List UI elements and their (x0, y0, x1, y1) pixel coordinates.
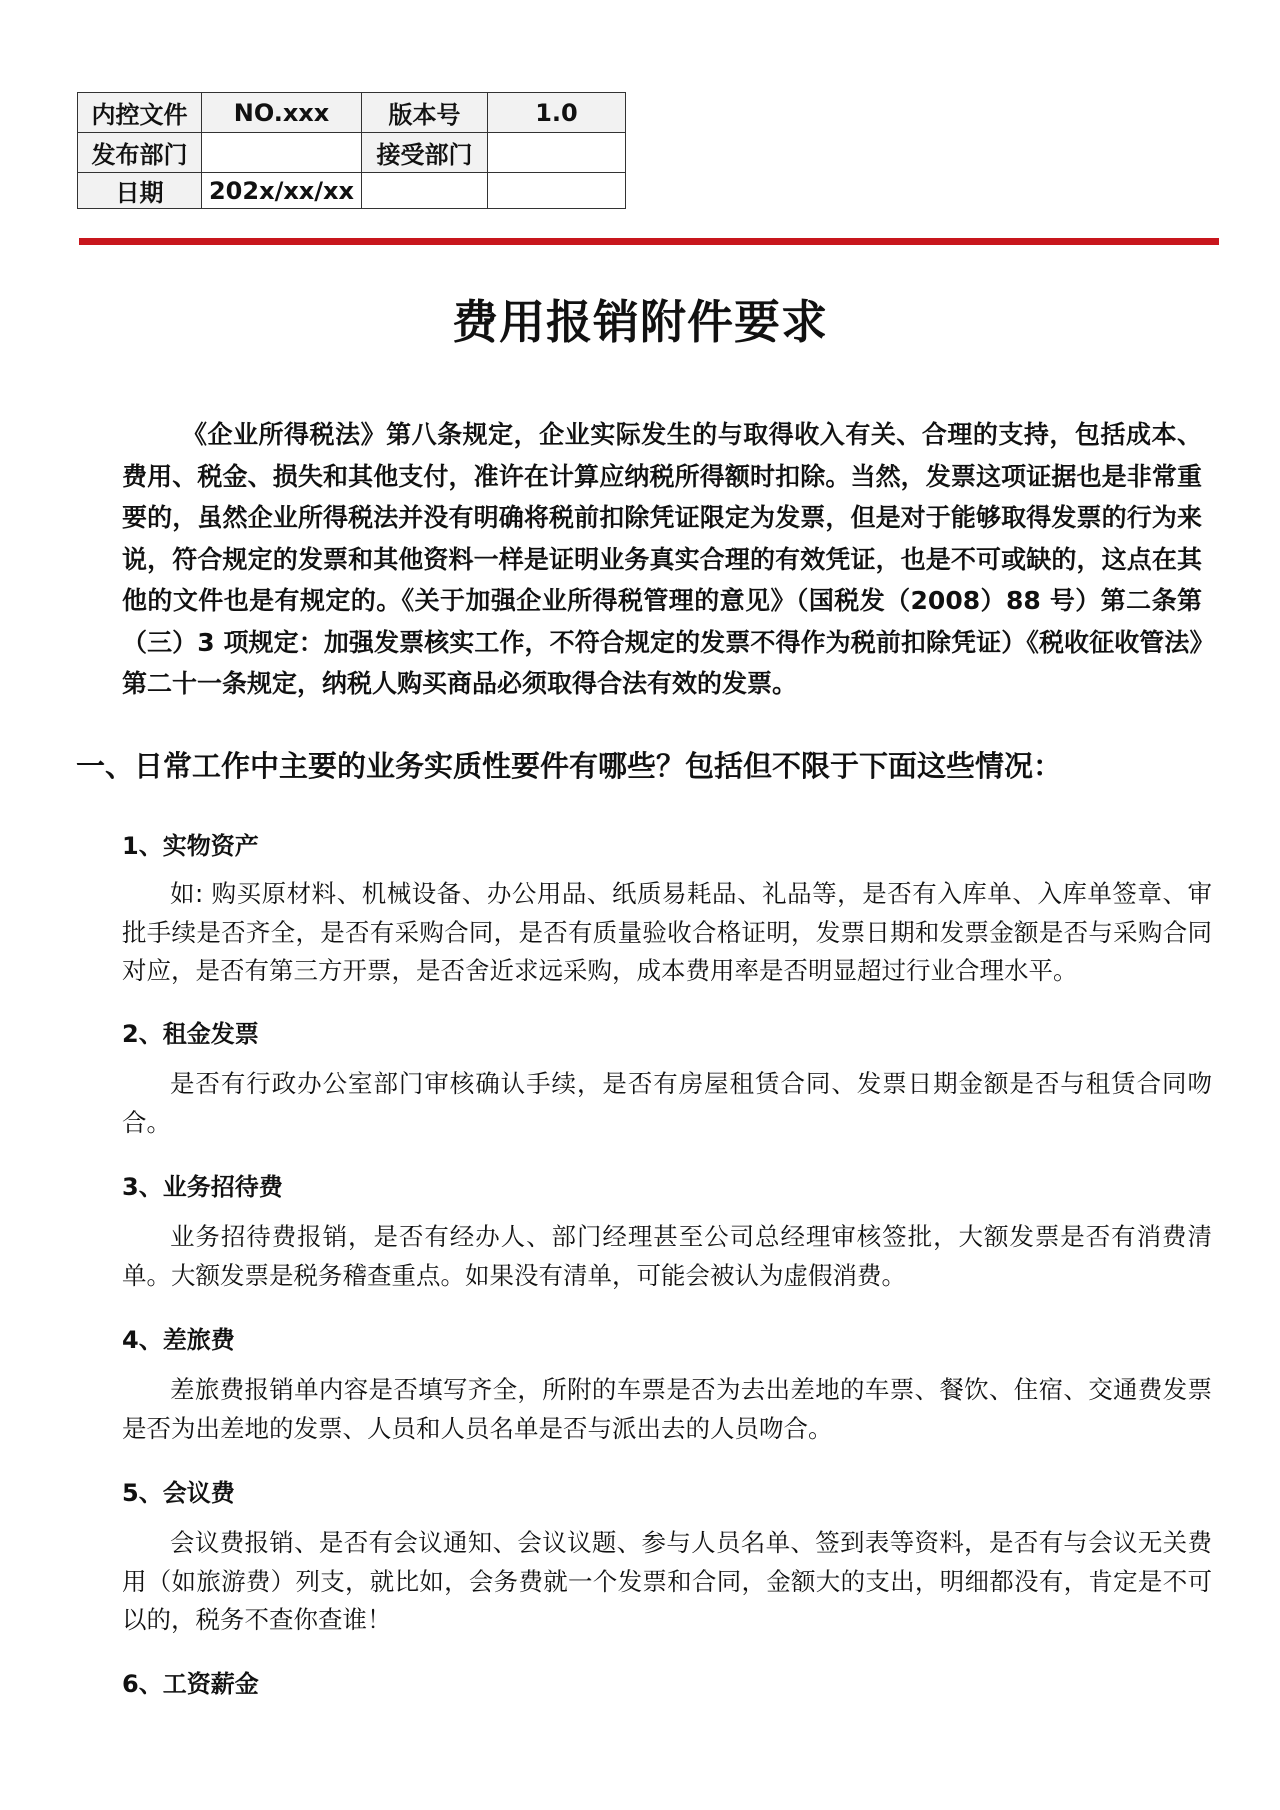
subsection-heading-salary: 6、工资薪金 (122, 1670, 259, 1698)
date-label: 日期 (78, 173, 202, 209)
header-divider (79, 238, 1219, 245)
table-row (78, 173, 626, 209)
subsection-body-rent-invoice: 是否有行政办公室部门审核确认手续，是否有房屋租赁合同、发票日期金额是否与租赁合同吻合。 (122, 1069, 1212, 1137)
doc-number-value: NO.xxx (202, 93, 362, 133)
subsection-heading-meeting: 5、会议费 (122, 1479, 235, 1507)
empty-cell (488, 173, 626, 209)
table-row (78, 133, 626, 173)
table-row (78, 93, 626, 133)
subsection-body-meeting: 会议费报销、是否有会议通知、会议议题、参与人员名单、签到表等资料，是否有与会议无关费用（如旅游费）列支，就比如，会务费就一个发票和合同，金额大的支出，明细都没有，肯定是不可以的，税务不查你查谁！ (122, 1528, 1212, 1634)
version-value: 1.0 (488, 93, 626, 133)
subsection-heading-rent-invoice: 2、租金发票 (122, 1020, 259, 1048)
subsection-body-travel: 差旅费报销单内容是否填写齐全，所附的车票是否为去出差地的车票、餐饮、住宿、交通费发票是否为出差地的发票、人员和人员名单是否与派出去的人员吻合。 (122, 1375, 1212, 1443)
issuing-dept-label: 发布部门 (78, 133, 202, 173)
version-label: 版本号 (362, 93, 488, 133)
subsection-heading-physical-assets: 1、实物资产 (122, 832, 259, 860)
intro-paragraph: 《企业所得税法》第八条规定，企业实际发生的与取得收入有关、合理的支持，包括成本、费用、税金、损失和其他支付，准许在计算应纳税所得额时扣除。当然，发票这项证据也是非常重要的，虽然企业所得税法并没有明确将税前扣除凭证限定为发票，但是对于能够取得发票的行为来说，符合规定的发票和其他资料一样是证明业务真实合理的有效凭证，也是不可或缺的，这点在其他的文件也是有规定的。《关于加强企业所得税管理的意见》（国税发（2008）88 号）第二条第（三）3 项规定：加强发票核实工作，不符合规定的发票不得作为税前扣除凭证）《税收征收管法》第二十一条规定，纳税人购买商品必须取得合法有效的发票。 (122, 420, 1202, 698)
subsection-heading-entertainment: 3、业务招待费 (122, 1173, 283, 1201)
receiving-dept-value (488, 133, 626, 173)
date-value: 202x/xx/xx (202, 173, 362, 209)
document-control-table (77, 92, 626, 209)
section-heading: 一、日常工作中主要的业务实质性要件有哪些？包括但不限于下面这些情况： (76, 749, 1063, 783)
subsection-body-entertainment: 业务招待费报销，是否有经办人、部门经理甚至公司总经理审核签批，大额发票是否有消费清单。大额发票是税务稽查重点。如果没有清单，可能会被认为虚假消费。 (122, 1222, 1212, 1290)
page-title: 费用报销附件要求 (452, 295, 828, 349)
issuing-dept-value (202, 133, 362, 173)
subsection-body-physical-assets: 如: 购买原材料、机械设备、办公用品、纸质易耗品、礼品等，是否有入库单、入库单签章、审批手续是否齐全，是否有采购合同，是否有质量验收合格证明，发票日期和发票金额是否与采购合同对应，是否有第三方开票，是否舍近求远采购，成本费用率是否明显超过行业合理水平。 (122, 879, 1212, 985)
receiving-dept-label: 接受部门 (362, 133, 488, 173)
doc-type-label: 内控文件 (78, 93, 202, 133)
empty-cell (362, 173, 488, 209)
subsection-heading-travel: 4、差旅费 (122, 1326, 235, 1354)
